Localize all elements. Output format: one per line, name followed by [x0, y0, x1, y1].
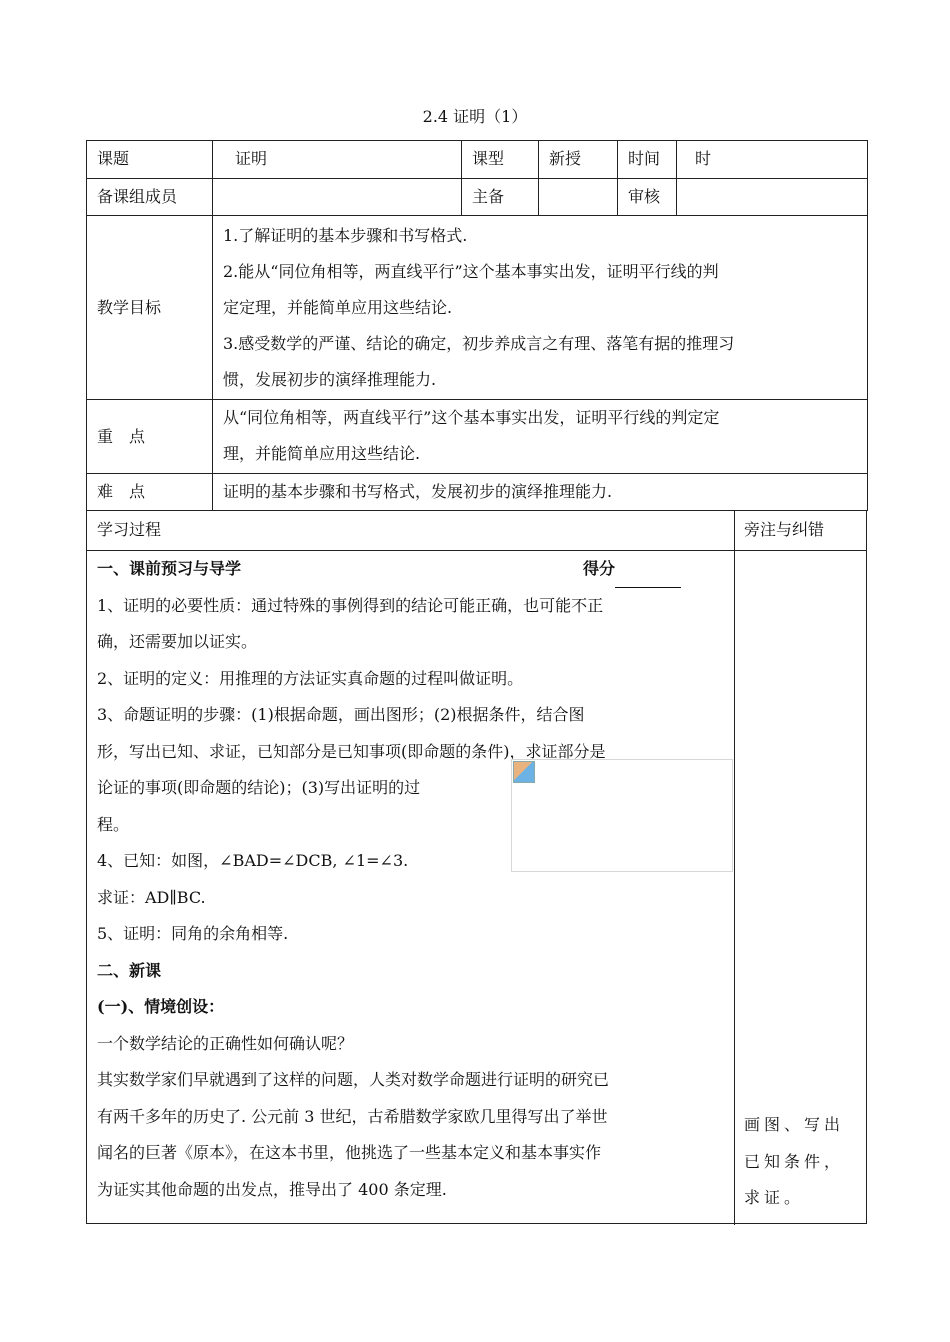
- lead-value[interactable]: [539, 179, 618, 216]
- focus-line: 理，并能简单应用这些结论.: [223, 444, 421, 463]
- subsection-title: (一)、情境创设：: [97, 997, 225, 1016]
- page-title: 2.4 证明（1）: [422, 107, 528, 126]
- goals-line: 2.能从“同位角相等，两直线平行”这个基本事实出发，证明平行线的判: [223, 262, 719, 281]
- column-divider: [734, 511, 735, 1225]
- difficulty-content: 证明的基本步骤和书写格式，发展初步的演绎推理能力.: [213, 474, 868, 511]
- side-notes-label: 旁注与纠错: [744, 520, 825, 539]
- focus-line: 从“同位角相等，两直线平行”这个基本事实出发，证明平行线的判定定: [223, 408, 720, 427]
- preview-line: 1、证明的必要性质：通过特殊的事例得到的结论可能正确，也可能不正: [97, 595, 604, 615]
- time-label: 时间: [618, 141, 677, 179]
- difficulty-label: 难 点: [87, 474, 213, 511]
- goals-label: 教学目标: [87, 216, 213, 400]
- goals-line: 3.感受数学的严谨、结论的确定，初步养成言之有理、落笔有据的推理习: [223, 334, 735, 353]
- new-lesson-line: 闻名的巨著《原本》，在这本书里，他挑选了一些基本定义和基本事实作: [97, 1143, 602, 1162]
- learning-process-section: [86, 510, 867, 1224]
- new-lesson-line: 有两千多年的历史了. 公元前 3 世纪，古希腊数学家欧几里得写出了举世: [97, 1106, 608, 1126]
- focus-content: [213, 400, 868, 474]
- new-lesson-line: 一个数学结论的正确性如何确认呢？: [97, 1033, 354, 1053]
- type-value: 新授: [539, 141, 618, 179]
- lesson-label: 课题: [87, 141, 213, 179]
- preview-line: 求证：AD∥BC.: [97, 887, 206, 907]
- process-content: [97, 551, 725, 1208]
- preview-line: 确，还需要加以证实。: [97, 632, 258, 651]
- lead-label: 主备: [462, 179, 539, 216]
- process-label: 学习过程: [97, 520, 162, 539]
- type-label: 课型: [462, 141, 539, 179]
- section1-title: 一、课前预习与导学: [97, 559, 242, 578]
- goals-content: [213, 216, 868, 400]
- process-header-row: [87, 511, 866, 551]
- preview-line: 形，写出已知、求证，已知部分是已知事项(即命题的条件)，求证部分是: [97, 741, 606, 761]
- focus-label: 重 点: [87, 400, 213, 474]
- new-lesson-line: 为证实其他命题的出发点，推导出了 400 条定理.: [97, 1179, 447, 1199]
- lesson-plan-table: [86, 140, 868, 511]
- preview-line: 2、证明的定义：用推理的方法证实真命题的过程叫做证明。: [97, 668, 524, 688]
- side-note: 画图、写出已知条件，求证。: [744, 1115, 845, 1207]
- preview-line: 3、命题证明的步骤：(1)根据命题，画出图形；(2)根据条件，结合图: [97, 705, 585, 724]
- broken-image-icon: [513, 761, 535, 783]
- lesson-value: 证明: [213, 141, 462, 179]
- members-value[interactable]: [213, 179, 462, 216]
- time-value: 时: [677, 141, 868, 179]
- goals-line: 惯，发展初步的演绎推理能力.: [223, 370, 437, 389]
- members-label: 备课组成员: [87, 179, 213, 216]
- goals-line: 1.了解证明的基本步骤和书写格式.: [223, 226, 468, 245]
- review-value[interactable]: [677, 179, 868, 216]
- review-label: 审核: [618, 179, 677, 216]
- score-blank[interactable]: [615, 563, 681, 588]
- score-field: [583, 551, 681, 588]
- preview-line: 4、已知：如图，∠BAD=∠DCB, ∠1=∠3.: [97, 851, 409, 870]
- figure-placeholder: [511, 759, 733, 872]
- preview-line: 论证的事项(即命题的结论)；(3)写出证明的过: [97, 778, 421, 797]
- goals-line: 定定理，并能简单应用这些结论.: [223, 298, 453, 317]
- preview-line: 5、证明：同角的余角相等.: [97, 924, 289, 943]
- section2-title: 二、新课: [97, 960, 162, 980]
- section1-row: [97, 551, 725, 588]
- score-label: 得分: [583, 559, 616, 578]
- preview-line: 程。: [97, 814, 130, 834]
- new-lesson-line: 其实数学家们早就遇到了这样的问题，人类对数学命题进行证明的研究已: [97, 1070, 610, 1089]
